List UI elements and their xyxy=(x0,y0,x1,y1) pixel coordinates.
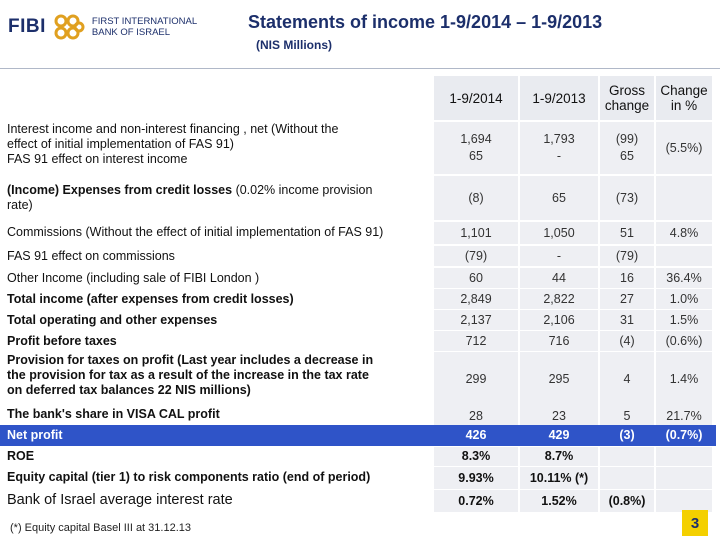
column-header-2013: 1-9/2013 xyxy=(520,76,598,120)
value-cell-c4 xyxy=(656,122,712,174)
cell-value: (5.5%) xyxy=(665,140,703,155)
value-cell-c2 xyxy=(520,176,598,220)
column-header-gross-change: Gross change xyxy=(600,76,654,120)
cell-value: (73) xyxy=(615,190,639,205)
value-cell-c4 xyxy=(656,447,712,466)
cell-value: - xyxy=(556,248,562,263)
logo-line1: FIRST INTERNATIONAL xyxy=(91,16,198,27)
row-label xyxy=(7,353,432,398)
value-cell-c2 xyxy=(520,246,598,266)
value-cell-c2 xyxy=(520,122,598,174)
cell-value: 65 xyxy=(620,149,634,163)
cell-value: 65 xyxy=(552,190,566,205)
row-label xyxy=(7,334,432,349)
table-row xyxy=(0,425,716,446)
cell-value: 429 xyxy=(548,428,570,442)
value-cell-c2 xyxy=(520,268,598,288)
cell-value: 31 xyxy=(620,312,634,327)
value-cell-c3 xyxy=(600,425,654,446)
row-label-line: ROE xyxy=(7,449,35,463)
value-cell-c1 xyxy=(434,289,518,309)
value-cell-c2 xyxy=(520,406,598,426)
value-cell-c3 xyxy=(600,447,654,466)
value-cell-c1 xyxy=(434,246,518,266)
row-label-line: The bank's share in VISA CAL profit xyxy=(7,407,220,421)
table-row xyxy=(0,176,716,220)
cell-value: 44 xyxy=(552,270,566,285)
cell-value: 5 xyxy=(623,408,631,423)
row-label xyxy=(7,449,432,464)
cell-value: 8.3% xyxy=(461,449,491,463)
row-label-line: the provision for tax as a result of the increase in the tax rate xyxy=(7,368,369,382)
value-cell-c1 xyxy=(434,176,518,220)
cell-value: (79) xyxy=(615,248,639,263)
cell-value: (0.8%) xyxy=(608,493,646,508)
row-label-line: Net profit xyxy=(7,428,63,442)
row-label-line: on deferred tax balances 22 NIS millions) xyxy=(7,383,251,397)
logo-knot-icon xyxy=(52,12,86,42)
value-cell-c3 xyxy=(600,289,654,309)
cell-value: 9.93% xyxy=(458,470,494,485)
cell-value: 4.8% xyxy=(669,225,699,240)
value-cell-c2 xyxy=(520,289,598,309)
cell-value: 23 xyxy=(552,408,566,423)
value-cell-c3 xyxy=(600,122,654,174)
table-row xyxy=(0,222,716,244)
cell-value: (8) xyxy=(468,190,484,205)
cell-value: 299 xyxy=(465,371,487,386)
row-label-line: FAS 91 effect on commissions xyxy=(7,249,175,263)
value-cell-c1 xyxy=(434,268,518,288)
value-cell-c3 xyxy=(600,176,654,220)
value-cell-c2 xyxy=(520,352,598,406)
value-cell-c4 xyxy=(656,246,712,266)
value-cell-c2 xyxy=(520,490,598,512)
value-cell-c2 xyxy=(520,331,598,351)
cell-value: 1.0% xyxy=(669,291,699,306)
cell-value: 10.11% (*) xyxy=(529,470,589,485)
value-cell-c2 xyxy=(520,425,598,446)
value-cell-c1 xyxy=(434,122,518,174)
table-row xyxy=(0,268,716,288)
cell-value: 426 xyxy=(465,428,487,442)
row-label-line: FAS 91 effect on interest income xyxy=(7,152,188,166)
row-label-line: Commissions (Without the effect of initial implementation of FAS 91) xyxy=(7,225,384,239)
value-cell-c1 xyxy=(434,447,518,466)
value-cell-c3 xyxy=(600,490,654,512)
cell-value: 1.5% xyxy=(669,312,699,327)
cell-value: (0.7%) xyxy=(665,428,703,442)
value-cell-c1 xyxy=(434,222,518,244)
cell-value: 2,137 xyxy=(460,312,492,327)
page-number-badge: 3 xyxy=(682,510,708,536)
header-divider xyxy=(0,68,720,69)
value-cell-c1 xyxy=(434,425,518,446)
value-cell-c4 xyxy=(656,331,712,351)
row-label xyxy=(7,249,432,264)
value-cell-c1 xyxy=(434,406,518,426)
row-label-line: Other Income (including sale of FIBI London ) xyxy=(7,271,260,285)
cell-value: 1.4% xyxy=(669,371,699,386)
cell-value: 2,822 xyxy=(543,291,575,306)
value-cell-c4 xyxy=(656,406,712,426)
value-cell-c2 xyxy=(520,222,598,244)
table-row xyxy=(0,447,716,466)
logo-line2: BANK OF ISRAEL xyxy=(91,27,171,38)
row-label xyxy=(7,122,432,167)
row-label xyxy=(7,428,432,443)
row-label xyxy=(7,407,432,422)
row-label-line: Total income (after expenses from credit losses) xyxy=(7,292,294,306)
cell-value: (4) xyxy=(619,333,635,348)
cell-value: 36.4% xyxy=(666,270,702,285)
row-label-bold: (Income) Expenses from credit losses xyxy=(7,183,233,197)
cell-value: 712 xyxy=(465,333,487,348)
table-row xyxy=(0,122,716,174)
cell-value: 51 xyxy=(620,225,634,240)
cell-value: 28 xyxy=(469,408,483,423)
row-label-line: rate) xyxy=(7,198,33,212)
cell-value: 60 xyxy=(469,270,483,285)
value-cell-c4 xyxy=(656,490,712,512)
value-cell-c3 xyxy=(600,331,654,351)
bank-logo xyxy=(8,12,197,42)
row-label-line: Profit before taxes xyxy=(7,334,117,348)
value-cell-c3 xyxy=(600,310,654,330)
cell-value: 27 xyxy=(620,291,634,306)
cell-value: (99) xyxy=(615,132,639,146)
row-label xyxy=(7,292,432,307)
row-label xyxy=(7,183,432,213)
cell-value: 65 xyxy=(469,149,483,163)
table-row xyxy=(0,331,716,351)
row-label-line: Bank of Israel average interest rate xyxy=(7,492,233,508)
column-header-change-pct: Change in % xyxy=(656,76,712,120)
value-cell-c1 xyxy=(434,310,518,330)
row-label-line: Provision for taxes on profit (Last year includes a decrease in xyxy=(7,353,374,367)
row-label xyxy=(7,493,432,508)
value-cell-c2 xyxy=(520,447,598,466)
value-cell-c3 xyxy=(600,467,654,489)
footnote: (*) Equity capital Basel III at 31.12.13 xyxy=(10,522,191,534)
table-row xyxy=(0,310,716,330)
cell-value: 21.7% xyxy=(666,408,702,423)
table-row xyxy=(0,467,716,489)
value-cell-c4 xyxy=(656,268,712,288)
value-cell-c3 xyxy=(600,246,654,266)
row-label-line: Interest income and non-interest financing , net (Without the xyxy=(7,122,339,136)
value-cell-c4 xyxy=(656,289,712,309)
value-cell-c3 xyxy=(600,352,654,406)
column-header-2014: 1-9/2014 xyxy=(434,76,518,120)
row-label xyxy=(7,271,432,286)
row-label xyxy=(7,225,432,240)
row-label-line: effect of initial implementation of FAS 91) xyxy=(7,137,234,151)
value-cell-c1 xyxy=(434,352,518,406)
value-cell-c2 xyxy=(520,310,598,330)
logo-word: FIBI xyxy=(8,16,46,37)
table-row xyxy=(0,406,716,426)
cell-value: 2,106 xyxy=(543,312,575,327)
value-cell-c1 xyxy=(434,331,518,351)
value-cell-c2 xyxy=(520,467,598,489)
value-cell-c3 xyxy=(600,222,654,244)
row-label xyxy=(7,313,432,328)
cell-value: 1,050 xyxy=(543,225,575,240)
cell-value: 1,101 xyxy=(460,225,492,240)
row-label-line: Equity capital (tier 1) to risk components ratio (end of period) xyxy=(7,470,371,484)
table-row xyxy=(0,352,716,406)
cell-value: 1,793 xyxy=(543,132,575,146)
cell-value: 8.7% xyxy=(544,449,574,463)
row-label xyxy=(7,470,432,485)
cell-value: 1,694 xyxy=(460,132,492,146)
cell-value: 4 xyxy=(623,371,631,386)
table-row xyxy=(0,289,716,309)
value-cell-c4 xyxy=(656,425,712,446)
row-label-line: Total operating and other expenses xyxy=(7,313,218,327)
cell-value: 2,849 xyxy=(460,291,492,306)
cell-value: 1.52% xyxy=(541,493,577,508)
cell-value: (79) xyxy=(464,248,488,263)
value-cell-c4 xyxy=(656,222,712,244)
header xyxy=(0,0,720,70)
cell-value: (3) xyxy=(619,428,635,442)
cell-value: 16 xyxy=(620,270,634,285)
value-cell-c4 xyxy=(656,310,712,330)
cell-value: - xyxy=(556,149,562,163)
cell-value: 295 xyxy=(548,371,570,386)
value-cell-c4 xyxy=(656,352,712,406)
value-cell-c3 xyxy=(600,268,654,288)
cell-value: 716 xyxy=(548,333,570,348)
row-label-note: (0.02% income provision xyxy=(232,183,373,197)
value-cell-c4 xyxy=(656,467,712,489)
value-cell-c4 xyxy=(656,176,712,220)
logo-text xyxy=(92,16,197,38)
value-cell-c1 xyxy=(434,467,518,489)
value-cell-c3 xyxy=(600,406,654,426)
cell-value: (0.6%) xyxy=(665,333,703,348)
table-row xyxy=(0,490,716,512)
table-row xyxy=(0,246,716,266)
value-cell-c1 xyxy=(434,490,518,512)
page-subtitle: (NIS Millions) xyxy=(256,38,332,52)
page-title: Statements of income 1-9/2014 – 1-9/2013 xyxy=(248,12,603,32)
cell-value: 0.72% xyxy=(458,493,494,508)
